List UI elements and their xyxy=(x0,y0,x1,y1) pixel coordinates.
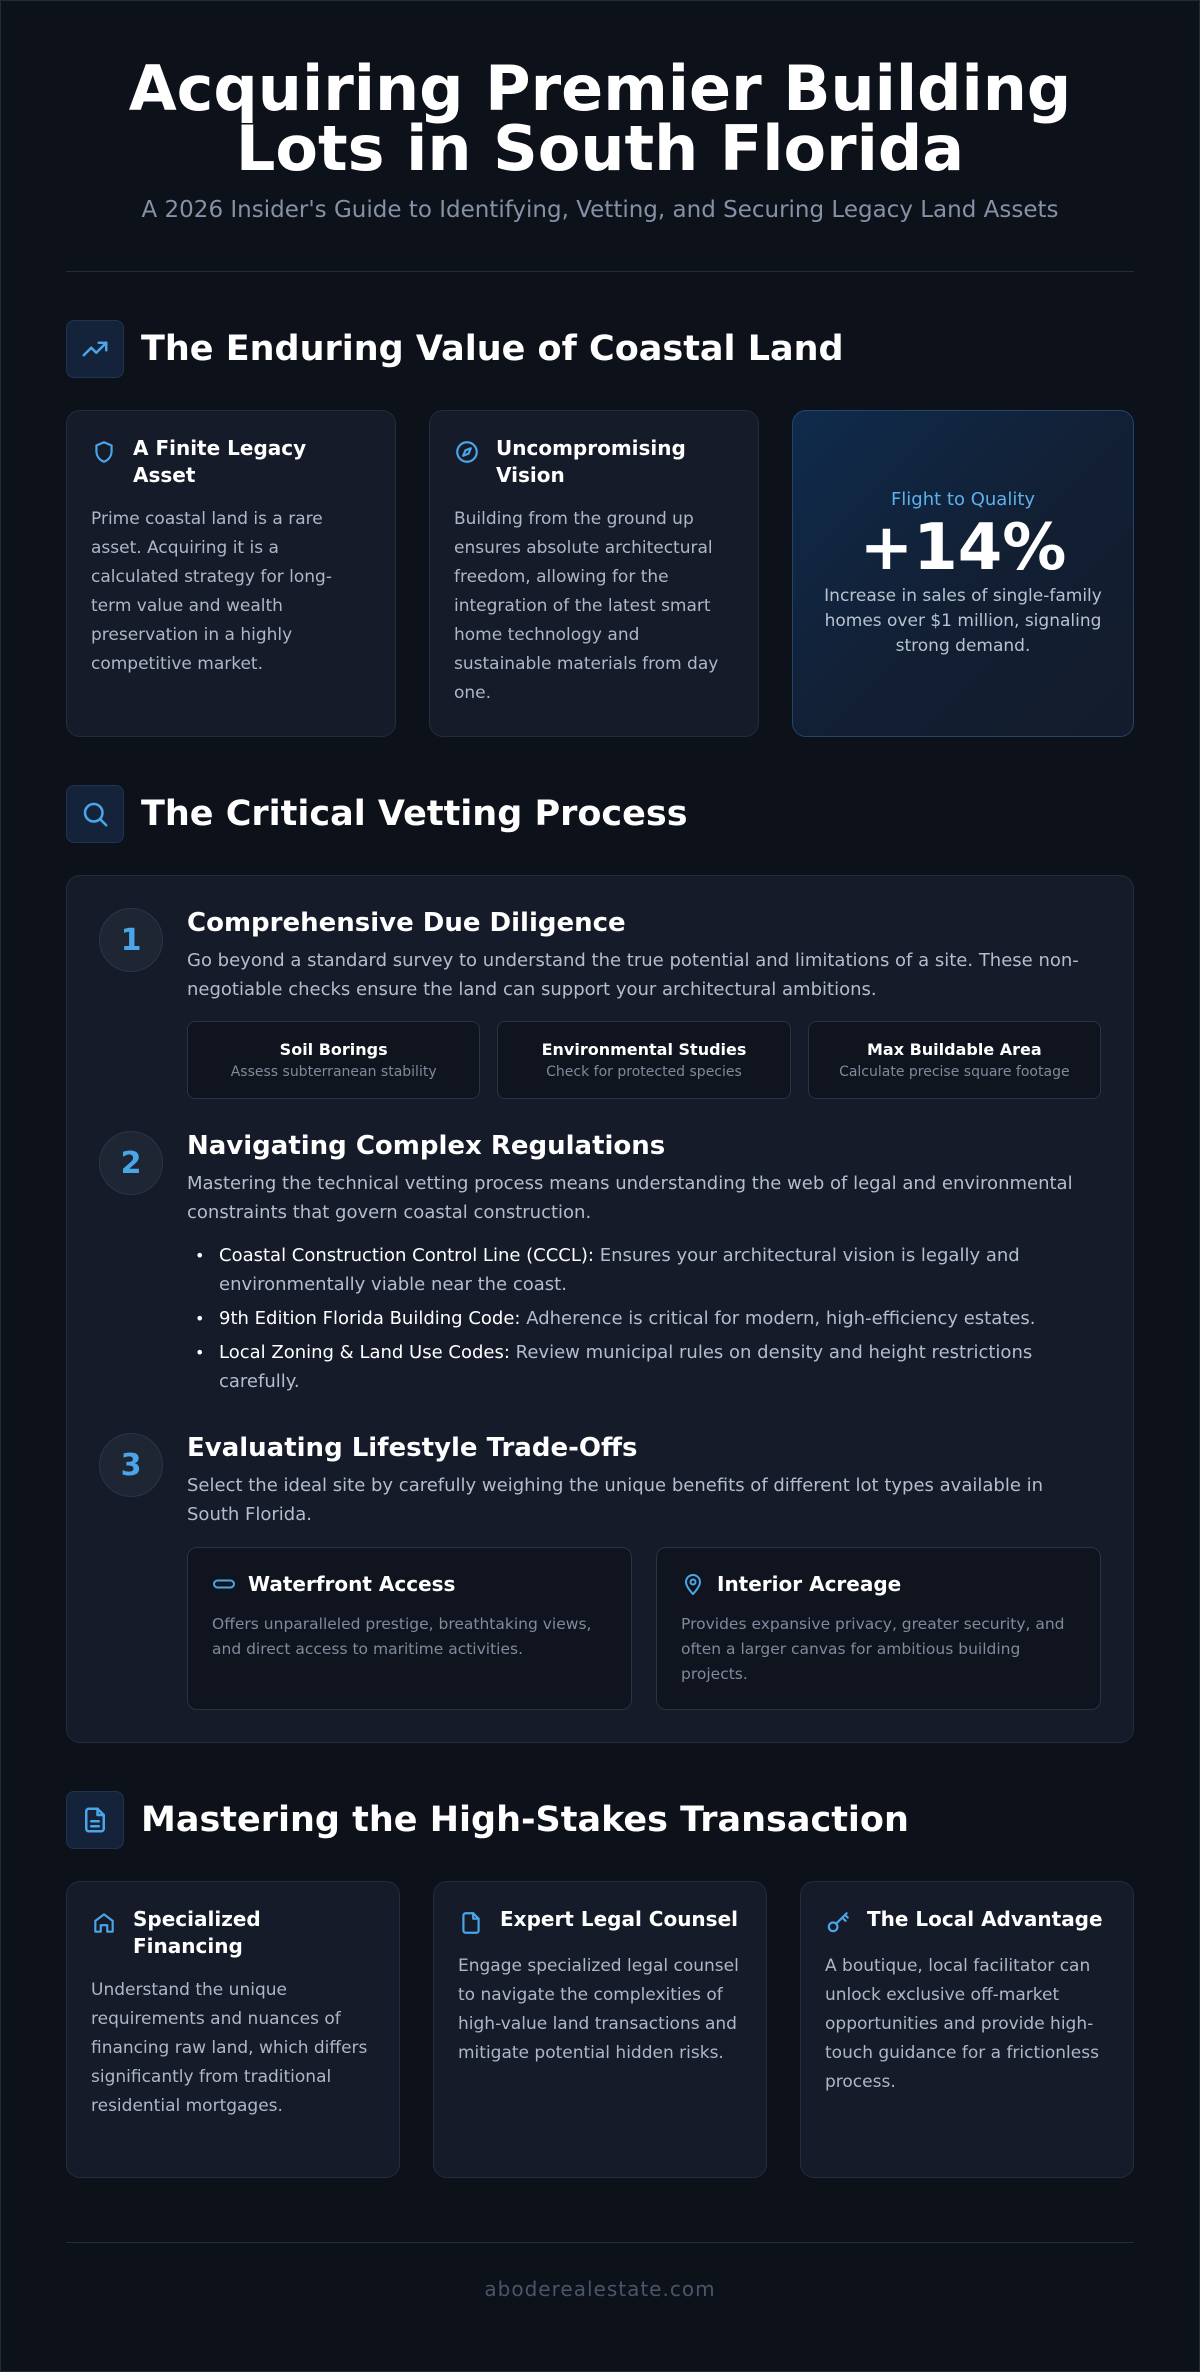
option-body: Provides expansive privacy, greater security, and often a larger canvas for ambitious building projects. xyxy=(681,1615,1065,1683)
stat-card-flight-to-quality xyxy=(792,410,1134,737)
step-lifestyle-tradeoffs xyxy=(99,1433,1101,1710)
check-subtitle: Assess subterranean stability xyxy=(230,1064,437,1080)
regulation-term: 9th Edition Florida Building Code: xyxy=(219,1308,521,1329)
option-interior-acreage xyxy=(656,1547,1101,1710)
option-title: Waterfront Access xyxy=(248,1572,456,1596)
lot-type-options xyxy=(187,1547,1101,1710)
page-subtitle: A 2026 Insider's Guide to Identifying, Vetting, and Securing Legacy Land Assets xyxy=(141,197,1059,223)
step-number: 2 xyxy=(99,1131,163,1195)
section-title: The Enduring Value of Coastal Land xyxy=(141,329,844,369)
waves-icon xyxy=(212,1572,236,1596)
check-max-buildable-area xyxy=(808,1021,1101,1099)
step-description: Mastering the technical vetting process means understanding the web of legal and environmental constraints that govern coastal construction. xyxy=(187,1173,1073,1223)
page-title: Acquiring Premier Building Lots in South Florida xyxy=(128,52,1072,185)
regulation-term: Coastal Construction Control Line (CCCL): xyxy=(219,1245,594,1266)
card-body: Understand the unique requirements and nuances of financing raw land, which differs significantly from traditional residential mortgages. xyxy=(91,1980,368,2116)
section-vetting-header xyxy=(66,785,1134,843)
section-transaction-header xyxy=(66,1791,1134,1849)
card-title: A Finite Legacy Asset xyxy=(133,436,307,487)
stat-value: +14% xyxy=(859,510,1067,585)
option-waterfront-access xyxy=(187,1547,632,1710)
card-specialized-financing xyxy=(66,1881,400,2178)
card-title: Expert Legal Counsel xyxy=(500,1907,738,1931)
shield-icon xyxy=(91,439,117,465)
card-title: The Local Advantage xyxy=(867,1907,1103,1931)
map-pin-icon xyxy=(681,1572,705,1596)
header-divider xyxy=(66,271,1134,272)
regulation-text: Review municipal rules on density and height restrictions carefully. xyxy=(219,1342,1033,1392)
regulation-list xyxy=(187,1241,1101,1396)
transaction-cards xyxy=(66,1881,1134,2178)
section-title: Mastering the High-Stakes Transaction xyxy=(141,1800,909,1840)
footer-divider xyxy=(66,2242,1134,2243)
list-item xyxy=(187,1304,1101,1333)
regulation-text: Adherence is critical for modern, high-efficiency estates. xyxy=(520,1308,1036,1329)
vetting-process-box xyxy=(66,875,1134,1743)
due-diligence-checks xyxy=(187,1021,1101,1099)
check-title: Max Buildable Area xyxy=(866,1040,1042,1059)
card-body: A boutique, local facilitator can unlock exclusive off-market opportunities and provide high-touch guidance for a frictionless process. xyxy=(825,1956,1099,2092)
file-icon xyxy=(458,1910,484,1936)
regulation-term: Local Zoning & Land Use Codes: xyxy=(219,1342,510,1363)
header xyxy=(66,1,1134,223)
document-icon xyxy=(66,1791,124,1849)
check-environmental-studies xyxy=(497,1021,790,1099)
check-subtitle: Calculate precise square footage xyxy=(839,1064,1070,1080)
option-body: Offers unparalleled prestige, breathtaking views, and direct access to maritime activities. xyxy=(212,1615,592,1658)
list-item xyxy=(187,1241,1101,1299)
step-regulations xyxy=(99,1131,1101,1401)
step-title: Comprehensive Due Diligence xyxy=(187,908,626,938)
card-body: Prime coastal land is a rare asset. Acquiring it is a calculated strategy for long-term value and wealth preservation in a highly competitive market. xyxy=(91,509,332,674)
section-title: The Critical Vetting Process xyxy=(141,794,688,834)
check-subtitle: Check for protected species xyxy=(546,1064,742,1080)
step-title: Evaluating Lifestyle Trade-Offs xyxy=(187,1433,638,1463)
check-title: Environmental Studies xyxy=(541,1040,747,1059)
home-icon xyxy=(91,1910,117,1936)
list-item xyxy=(187,1338,1101,1396)
step-number: 3 xyxy=(99,1433,163,1497)
card-body: Engage specialized legal counsel to navigate the complexities of high-value land transactions and mitigate potential hidden risks. xyxy=(458,1956,739,2063)
compass-icon xyxy=(454,439,480,465)
option-title: Interior Acreage xyxy=(717,1572,902,1596)
step-due-diligence xyxy=(99,908,1101,1099)
card-title: Uncompromising Vision xyxy=(496,436,686,487)
step-description: Select the ideal site by carefully weighing the unique benefits of different lot types available in South Florida. xyxy=(187,1475,1044,1525)
regulation-text: Ensures your architectural vision is legally and environmentally viable near the coast. xyxy=(219,1245,1020,1295)
check-title: Soil Borings xyxy=(279,1040,388,1059)
key-icon xyxy=(825,1910,851,1936)
card-finite-legacy-asset xyxy=(66,410,396,737)
value-cards xyxy=(66,410,1134,737)
card-body: Building from the ground up ensures absolute architectural freedom, allowing for the integration of the latest smart home technology and sustainable materials from day one. xyxy=(454,509,719,703)
step-number: 1 xyxy=(99,908,163,972)
search-icon xyxy=(66,785,124,843)
step-title: Navigating Complex Regulations xyxy=(187,1131,666,1161)
stat-description: Increase in sales of single-family homes over $1 million, signaling strong demand. xyxy=(824,585,1102,656)
card-title: Specialized Financing xyxy=(133,1907,261,1958)
card-local-advantage xyxy=(800,1881,1134,2178)
trending-up-icon xyxy=(66,320,124,378)
card-expert-legal-counsel xyxy=(433,1881,767,2178)
footer-website[interactable]: aboderealestate.com xyxy=(484,2277,716,2301)
check-soil-borings xyxy=(187,1021,480,1099)
stat-label: Flight to Quality xyxy=(890,488,1036,510)
card-uncompromising-vision xyxy=(429,410,759,737)
step-description: Go beyond a standard survey to understand the true potential and limitations of a site. These non-negotiable checks ensure the land can support your architectural ambitions. xyxy=(187,950,1079,1000)
section-coastal-value-header xyxy=(66,320,1134,378)
